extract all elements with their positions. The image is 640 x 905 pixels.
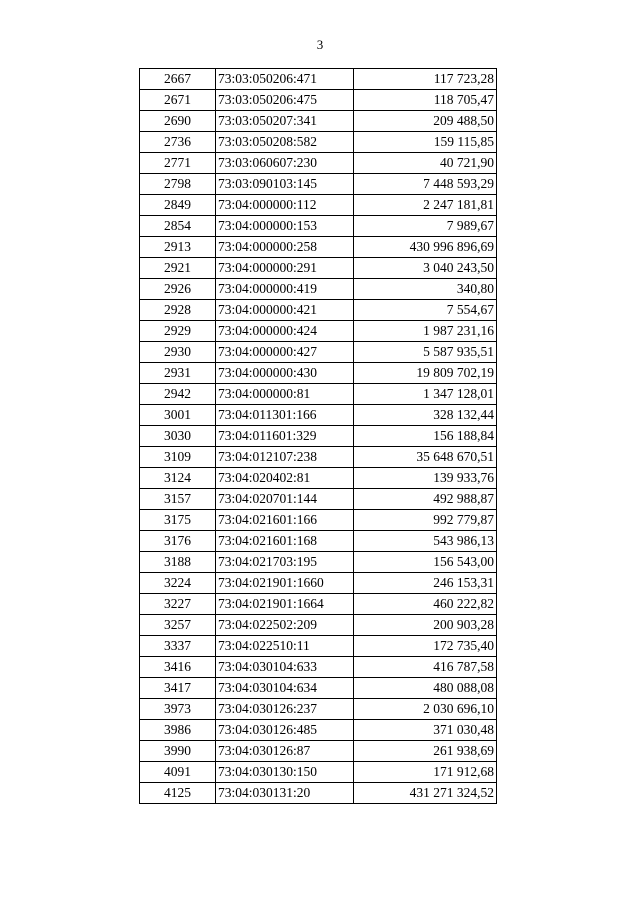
row-number-cell: 2854 (140, 216, 216, 237)
cadastral-number-cell: 73:04:021601:168 (216, 531, 354, 552)
value-cell: 7 554,67 (354, 300, 497, 321)
value-cell: 118 705,47 (354, 90, 497, 111)
cadastral-number-cell: 73:04:020402:81 (216, 468, 354, 489)
cadastral-number-cell: 73:04:000000:81 (216, 384, 354, 405)
value-cell: 139 933,76 (354, 468, 497, 489)
table-row (140, 615, 497, 636)
registry-table (139, 68, 497, 804)
cadastral-number-cell: 73:04:030126:87 (216, 741, 354, 762)
table-row (140, 573, 497, 594)
cadastral-number-cell: 73:04:000000:153 (216, 216, 354, 237)
row-number-cell: 2667 (140, 69, 216, 90)
row-number-cell: 2913 (140, 237, 216, 258)
cadastral-number-cell: 73:03:050206:471 (216, 69, 354, 90)
cadastral-number-cell: 73:03:050207:341 (216, 111, 354, 132)
row-number-cell: 2931 (140, 363, 216, 384)
row-number-cell: 3030 (140, 426, 216, 447)
table-row (140, 258, 497, 279)
row-number-cell: 3001 (140, 405, 216, 426)
cadastral-number-cell: 73:04:000000:291 (216, 258, 354, 279)
table-row (140, 384, 497, 405)
table-row (140, 594, 497, 615)
value-cell: 2 247 181,81 (354, 195, 497, 216)
row-number-cell: 4125 (140, 783, 216, 804)
value-cell: 200 903,28 (354, 615, 497, 636)
row-number-cell: 2928 (140, 300, 216, 321)
value-cell: 172 735,40 (354, 636, 497, 657)
row-number-cell: 2921 (140, 258, 216, 279)
row-number-cell: 2929 (140, 321, 216, 342)
table-row (140, 69, 497, 90)
cadastral-number-cell: 73:04:030104:633 (216, 657, 354, 678)
value-cell: 328 132,44 (354, 405, 497, 426)
row-number-cell: 3986 (140, 720, 216, 741)
value-cell: 246 153,31 (354, 573, 497, 594)
row-number-cell: 2671 (140, 90, 216, 111)
row-number-cell: 2798 (140, 174, 216, 195)
value-cell: 992 779,87 (354, 510, 497, 531)
table-row (140, 216, 497, 237)
row-number-cell: 3176 (140, 531, 216, 552)
row-number-cell: 3337 (140, 636, 216, 657)
row-number-cell: 3990 (140, 741, 216, 762)
row-number-cell: 3973 (140, 699, 216, 720)
table-row (140, 657, 497, 678)
row-number-cell: 2736 (140, 132, 216, 153)
cadastral-number-cell: 73:04:030131:20 (216, 783, 354, 804)
cadastral-number-cell: 73:04:030130:150 (216, 762, 354, 783)
cadastral-number-cell: 73:04:030126:485 (216, 720, 354, 741)
row-number-cell: 4091 (140, 762, 216, 783)
value-cell: 430 996 896,69 (354, 237, 497, 258)
value-cell: 261 938,69 (354, 741, 497, 762)
table-row (140, 510, 497, 531)
value-cell: 416 787,58 (354, 657, 497, 678)
cadastral-number-cell: 73:04:012107:238 (216, 447, 354, 468)
table-row (140, 90, 497, 111)
cadastral-number-cell: 73:03:060607:230 (216, 153, 354, 174)
table-row (140, 342, 497, 363)
value-cell: 492 988,87 (354, 489, 497, 510)
table-row (140, 300, 497, 321)
cadastral-number-cell: 73:04:000000:430 (216, 363, 354, 384)
row-number-cell: 2926 (140, 279, 216, 300)
row-number-cell: 3227 (140, 594, 216, 615)
table-row (140, 468, 497, 489)
value-cell: 117 723,28 (354, 69, 497, 90)
table-row (140, 321, 497, 342)
value-cell: 460 222,82 (354, 594, 497, 615)
value-cell: 171 912,68 (354, 762, 497, 783)
table-row (140, 699, 497, 720)
value-cell: 3 040 243,50 (354, 258, 497, 279)
cadastral-number-cell: 73:03:050208:582 (216, 132, 354, 153)
table-row (140, 762, 497, 783)
row-number-cell: 3417 (140, 678, 216, 699)
cadastral-number-cell: 73:04:030104:634 (216, 678, 354, 699)
value-cell: 209 488,50 (354, 111, 497, 132)
value-cell: 19 809 702,19 (354, 363, 497, 384)
row-number-cell: 2771 (140, 153, 216, 174)
page-number: 3 (316, 37, 324, 52)
value-cell: 5 587 935,51 (354, 342, 497, 363)
cadastral-number-cell: 73:04:021703:195 (216, 552, 354, 573)
row-number-cell: 3416 (140, 657, 216, 678)
table-row (140, 552, 497, 573)
table-row (140, 279, 497, 300)
row-number-cell: 2849 (140, 195, 216, 216)
table-row (140, 363, 497, 384)
cadastral-number-cell: 73:04:000000:424 (216, 321, 354, 342)
table-row (140, 111, 497, 132)
table-row (140, 237, 497, 258)
cadastral-number-cell: 73:04:021601:166 (216, 510, 354, 531)
table-row (140, 531, 497, 552)
cadastral-number-cell: 73:04:000000:421 (216, 300, 354, 321)
row-number-cell: 3224 (140, 573, 216, 594)
table-row (140, 195, 497, 216)
row-number-cell: 3175 (140, 510, 216, 531)
table-row (140, 741, 497, 762)
table-row (140, 678, 497, 699)
row-number-cell: 3109 (140, 447, 216, 468)
row-number-cell: 3124 (140, 468, 216, 489)
table-row (140, 153, 497, 174)
row-number-cell: 3257 (140, 615, 216, 636)
cadastral-number-cell: 73:03:090103:145 (216, 174, 354, 195)
cadastral-number-cell: 73:04:011301:166 (216, 405, 354, 426)
value-cell: 7 989,67 (354, 216, 497, 237)
cadastral-number-cell: 73:04:020701:144 (216, 489, 354, 510)
value-cell: 371 030,48 (354, 720, 497, 741)
cadastral-number-cell: 73:04:000000:427 (216, 342, 354, 363)
row-number-cell: 3157 (140, 489, 216, 510)
value-cell: 159 115,85 (354, 132, 497, 153)
value-cell: 40 721,90 (354, 153, 497, 174)
value-cell: 480 088,08 (354, 678, 497, 699)
table-row (140, 636, 497, 657)
table-row (140, 489, 497, 510)
value-cell: 431 271 324,52 (354, 783, 497, 804)
value-cell: 340,80 (354, 279, 497, 300)
cadastral-number-cell: 73:04:022510:11 (216, 636, 354, 657)
row-number-cell: 2690 (140, 111, 216, 132)
value-cell: 156 543,00 (354, 552, 497, 573)
table-row (140, 174, 497, 195)
cadastral-number-cell: 73:04:022502:209 (216, 615, 354, 636)
row-number-cell: 2930 (140, 342, 216, 363)
value-cell: 1 347 128,01 (354, 384, 497, 405)
value-cell: 1 987 231,16 (354, 321, 497, 342)
table-row (140, 447, 497, 468)
value-cell: 156 188,84 (354, 426, 497, 447)
table-row (140, 132, 497, 153)
row-number-cell: 2942 (140, 384, 216, 405)
cadastral-number-cell: 73:04:000000:112 (216, 195, 354, 216)
cadastral-number-cell: 73:03:050206:475 (216, 90, 354, 111)
value-cell: 543 986,13 (354, 531, 497, 552)
table-row (140, 783, 497, 804)
cadastral-number-cell: 73:04:021901:1664 (216, 594, 354, 615)
value-cell: 7 448 593,29 (354, 174, 497, 195)
cadastral-number-cell: 73:04:021901:1660 (216, 573, 354, 594)
row-number-cell: 3188 (140, 552, 216, 573)
cadastral-number-cell: 73:04:000000:419 (216, 279, 354, 300)
cadastral-number-cell: 73:04:011601:329 (216, 426, 354, 447)
cadastral-number-cell: 73:04:000000:258 (216, 237, 354, 258)
table-row (140, 720, 497, 741)
value-cell: 2 030 696,10 (354, 699, 497, 720)
cadastral-number-cell: 73:04:030126:237 (216, 699, 354, 720)
value-cell: 35 648 670,51 (354, 447, 497, 468)
table-row (140, 405, 497, 426)
registry-table-body (140, 69, 497, 804)
table-row (140, 426, 497, 447)
